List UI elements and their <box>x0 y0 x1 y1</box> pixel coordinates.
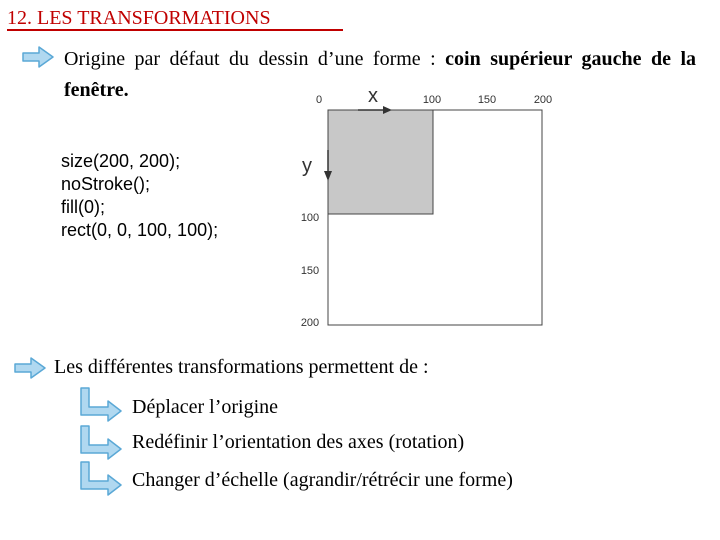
y-tick-label: 150 <box>300 265 320 277</box>
arrow-bullet-icon <box>14 357 46 379</box>
code-line: size(200, 200); <box>61 151 181 171</box>
code-line: noStroke(); <box>61 174 151 194</box>
y-tick-label: 100 <box>300 212 320 224</box>
transformation-item: Redéfinir l’orientation des axes (rotation) <box>132 431 465 453</box>
transformation-item: Changer d’échelle (agrandir/rétrécir une forme) <box>132 469 513 491</box>
x-tick-label: 150 <box>477 94 497 106</box>
slide-title: 12. LES TRANSFORMATIONS <box>7 7 271 29</box>
arrow-bullet-icon <box>22 46 54 68</box>
title-underline <box>7 29 343 31</box>
y-tick-label: 200 <box>300 317 320 329</box>
intro-text-bold: coin supérieur gauche de la fenêtre. <box>64 48 696 101</box>
coordinate-diagram <box>290 80 560 336</box>
intro-text-regular: Origine par défaut du dessin d’une forme : <box>64 48 446 70</box>
x-tick-label: 100 <box>422 94 442 106</box>
transformations-intro: Les différentes transformations permettent de : <box>54 356 429 378</box>
hook-arrow-icon <box>78 460 124 496</box>
code-block <box>61 150 218 242</box>
code-line: fill(0); <box>61 197 105 217</box>
hook-arrow-icon <box>78 424 124 460</box>
transformation-item: Déplacer l’origine <box>132 396 279 418</box>
code-line: rect(0, 0, 100, 100); <box>61 220 219 240</box>
x-tick-label: 200 <box>533 94 553 106</box>
default-square <box>328 110 433 214</box>
hook-arrow-icon <box>78 386 124 422</box>
x-tick-label: 0 <box>315 94 323 106</box>
y-axis-label: y <box>302 155 312 177</box>
x-axis-label: x <box>368 85 378 107</box>
